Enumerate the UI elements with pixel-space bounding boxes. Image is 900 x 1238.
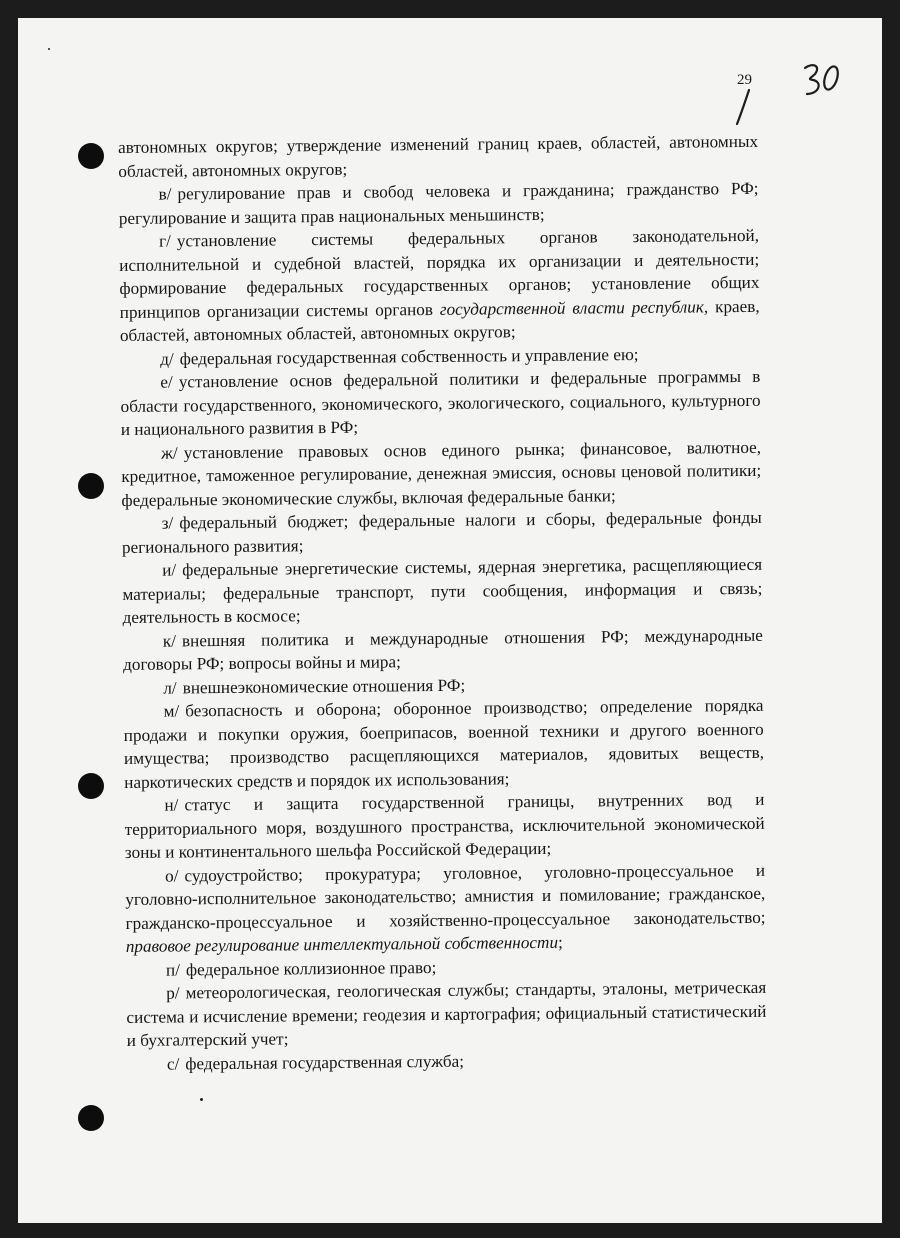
paragraph-text: метеорологическая, геологическая службы; стандарты, эталоны, метрическая система и исчисление времени; геодезия и картография; официальный статистический и бухгалтерский учет; bbox=[126, 977, 767, 1050]
paragraph-g bbox=[119, 224, 760, 348]
paragraph-text: федеральное коллизионное право; bbox=[185, 957, 437, 979]
item-label: с/ bbox=[166, 1053, 180, 1074]
paragraph-italic-text: государственной власти республик, bbox=[439, 296, 709, 319]
item-label: г/ bbox=[158, 231, 171, 251]
paragraph-o bbox=[125, 858, 766, 958]
paragraph-text: судоустройство; прокуратура; уголовное, уголовно-процессуальное и уголовно-исполнительное законодательство; амнистия и помилование; гражданское, гражданско-процессуальное и хозяйственно-процессуальное законодательство; bbox=[125, 860, 766, 933]
paragraph-italic-text: правовое регулирование интеллектуальной собственности bbox=[125, 932, 559, 956]
binder-hole-3 bbox=[78, 773, 104, 799]
paragraph-text: внешняя политика и международные отношения РФ; международные договоры РФ; вопросы войны и мира; bbox=[122, 625, 763, 674]
paragraph-0 bbox=[118, 130, 758, 183]
paragraph-text: краев, областей, автономных областей, автономных округов; bbox=[119, 296, 760, 345]
item-label: к/ bbox=[162, 630, 177, 651]
scan-speck bbox=[200, 1098, 203, 1101]
page-number: 29 bbox=[737, 72, 752, 88]
paragraph-text: федеральная государственная служба; bbox=[185, 1051, 465, 1073]
paragraph-text: автономных округов; утверждение изменений границ краев, областей, автономных областей, автономных округов; bbox=[118, 131, 759, 181]
document-body bbox=[118, 130, 767, 1076]
item-label: п/ bbox=[165, 959, 181, 980]
paragraph-text: установление основ федеральной политики и федеральные программы в области государственного, экономического, экологического, социального, культурного и национального развития в РФ; bbox=[120, 366, 761, 439]
binder-hole-1 bbox=[78, 143, 104, 169]
item-label: и/ bbox=[162, 560, 177, 580]
paragraph-text: статус и защита государственной границы, внутренних вод и территориального моря, воздушного пространства, исключительной экономической зоны и континентального шельфа Российской Федерации; bbox=[124, 789, 765, 862]
paragraph-i bbox=[122, 553, 763, 630]
paragraph-text: регулирование прав и свобод человека и гражданина; гражданство РФ; регулирование и защита прав национальных меньшинств; bbox=[118, 178, 759, 228]
item-label: н/ bbox=[164, 795, 179, 815]
item-label: е/ bbox=[160, 372, 173, 392]
paragraph-text: ; bbox=[557, 932, 563, 952]
paragraph-n bbox=[124, 788, 765, 865]
binder-hole-2 bbox=[78, 473, 104, 499]
paragraph-z bbox=[122, 506, 762, 559]
item-label: л/ bbox=[163, 677, 177, 698]
paragraph-m bbox=[123, 694, 764, 794]
item-label: ж/ bbox=[160, 442, 178, 463]
binder-hole-4 bbox=[78, 1105, 104, 1131]
document-page bbox=[18, 18, 882, 1223]
paragraph-k bbox=[123, 623, 763, 676]
paragraph-text: безопасность и оборона; оборонное производство; определение порядка продажи и покупки оружия, боеприпасов, военной техники и другого военного имущества; производство расщепляющихся материалов, ядовитых веществ, наркотических средств и порядок их использования; bbox=[123, 695, 765, 792]
item-label: м/ bbox=[163, 701, 180, 721]
paragraph-text: федеральный бюджет; федеральные налоги и сборы, федеральные фонды регионального развития; bbox=[121, 507, 762, 557]
item-label: в/ bbox=[158, 184, 172, 204]
paragraph-v bbox=[118, 177, 758, 230]
paragraph-text: установление правовых основ единого рынка; финансовое, валютное, кредитное, таможенное регулирование, денежная эмиссия, основы ценовой политики; федеральные экономические службы, включая федеральные банки; bbox=[121, 437, 762, 510]
item-label: о/ bbox=[165, 865, 179, 886]
paragraph-text: федеральная государственная собственность и управление ею; bbox=[179, 344, 639, 368]
paragraph-e bbox=[120, 365, 761, 442]
paragraph-zh bbox=[121, 435, 762, 512]
scan-speck bbox=[48, 48, 50, 50]
paragraph-r bbox=[126, 976, 767, 1053]
paragraph-text: внешнеэкономические отношения РФ; bbox=[182, 675, 466, 697]
handwritten-page-mark bbox=[723, 58, 843, 128]
paragraph-text: установление системы федеральных органов законодательной, исполнительной и судебной властей, порядка их организации и деятельности; формирование федеральных государственных органов; установление общих принципов организации системы органов bbox=[119, 225, 760, 322]
paragraph-text: федеральные энергетические системы, ядерная энергетика, расщепляющиеся материалы; федеральные транспорт, пути сообщения, информация и связь; деятельность в космосе; bbox=[122, 554, 763, 627]
item-label: з/ bbox=[161, 513, 174, 533]
item-label: д/ bbox=[160, 348, 174, 369]
item-label: р/ bbox=[166, 983, 180, 1003]
